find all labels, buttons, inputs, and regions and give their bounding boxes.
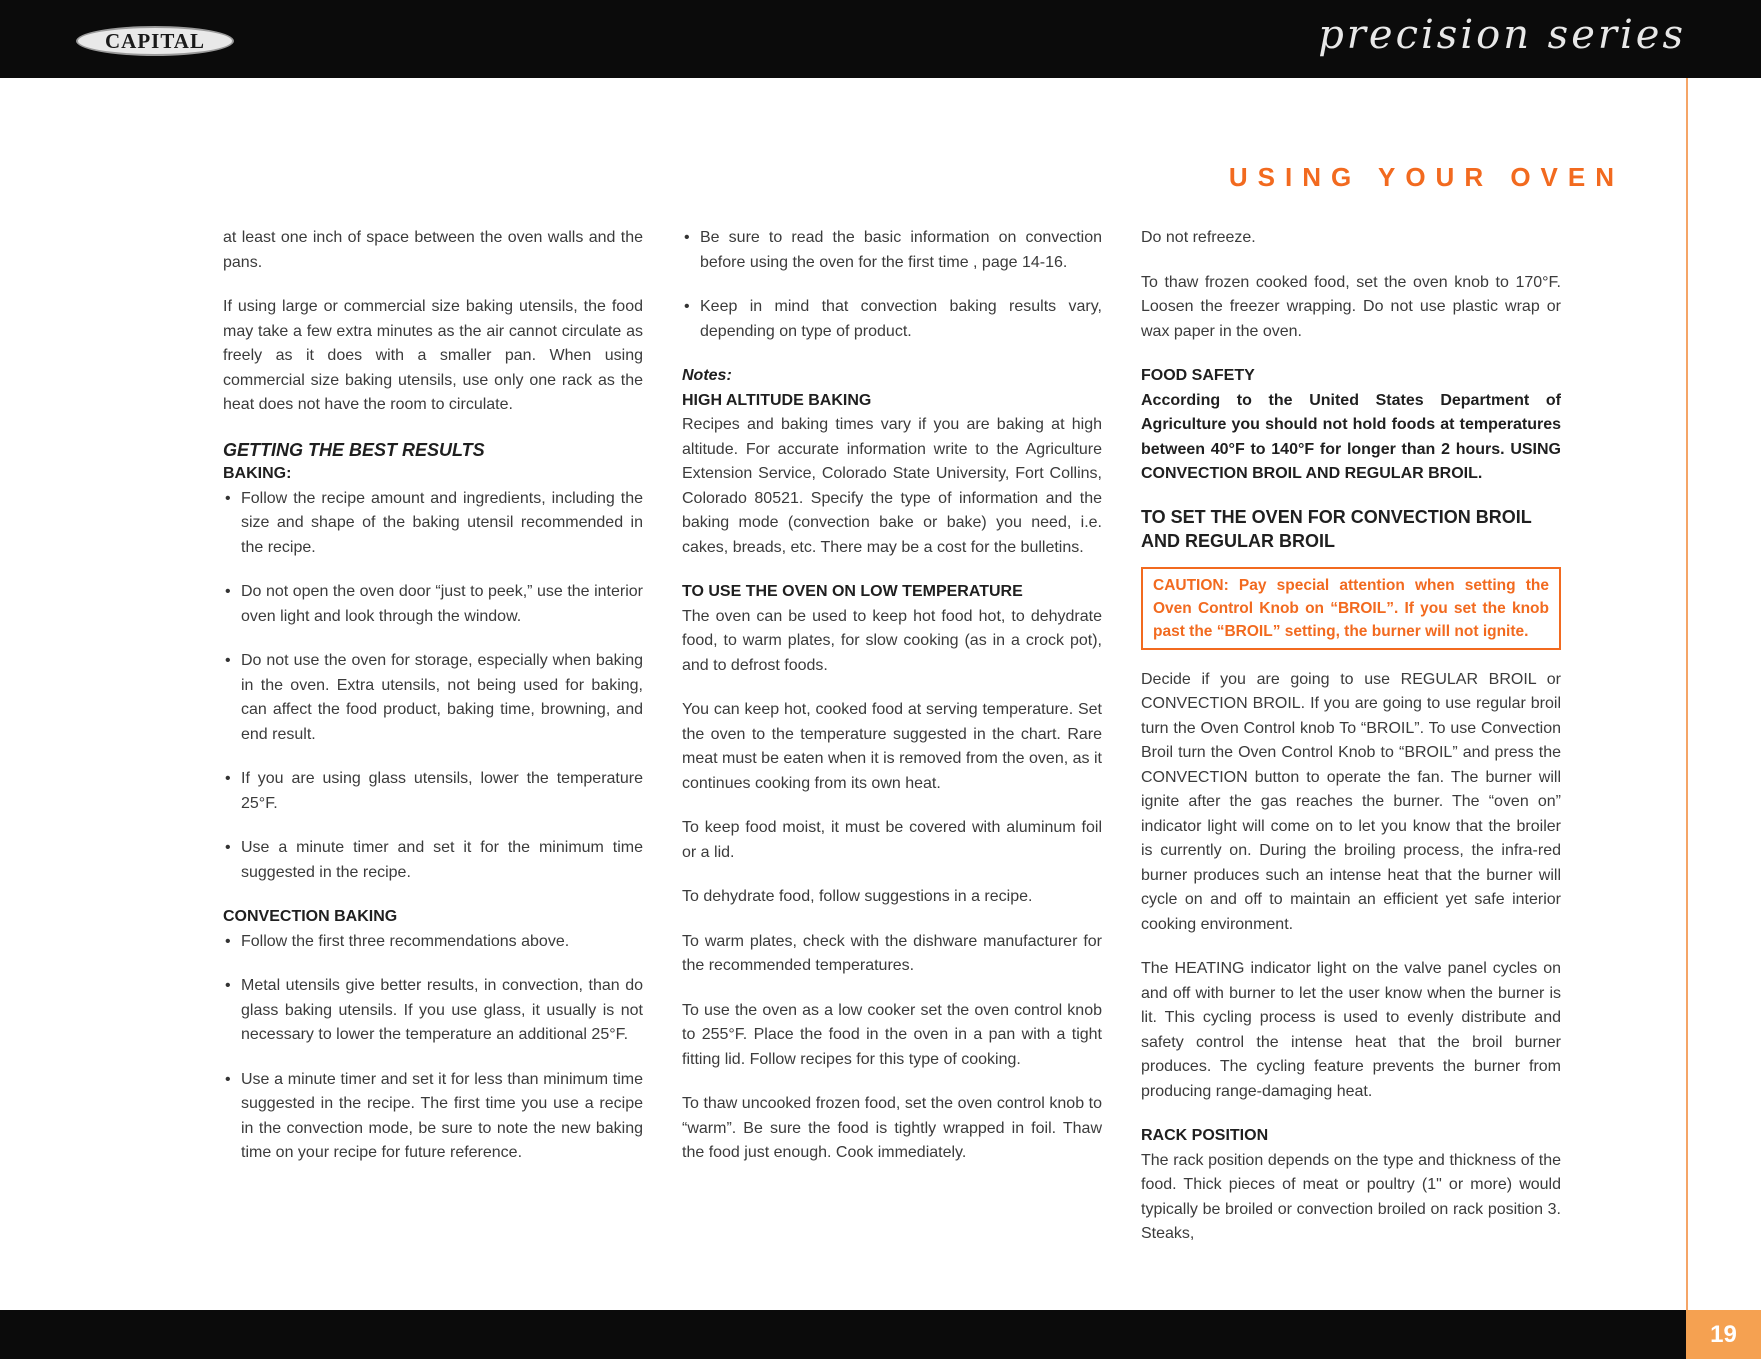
rack-position-heading: RACK POSITION <box>1141 1127 1269 1144</box>
page-number: 19 <box>1686 1310 1761 1359</box>
paragraph: To thaw uncooked frozen food, set the oven control knob to “warm”. Be sure the food is tightly wrapped in foil. Thaw the food just enough. Cook immediately. <box>682 1095 1102 1161</box>
baking-list <box>223 487 643 886</box>
paragraph: If using large or commercial size baking utensils, the food may take a few extra minutes as the air cannot circulate as freely as it does with a smaller pan. When using commercial size baking utensils, use only one rack as the heat does not have the room to circulate. <box>223 298 643 413</box>
section-title: USING YOUR OVEN <box>1228 162 1624 192</box>
list-item: • Use a minute timer and set it for less than minimum time suggested in the recipe. The first time you use a recipe in the convection mode, be sure to note the new baking time on your recipe for future reference. <box>223 1068 643 1166</box>
broil-heading: TO SET THE OVEN FOR CONVECTION BROIL AND REGULAR BROIL <box>1141 506 1532 551</box>
footer-bar <box>0 1310 1761 1359</box>
paragraph: The oven can be used to keep hot food hot, to dehydrate food, to warm plates, for slow cooking (as in a crock pot), and to defrost foods. <box>682 607 1102 674</box>
list-item: • Do not use the oven for storage, especially when baking in the oven. Extra utensils, not being used for baking, can affect the food product, baking time, browning, and end result. <box>223 649 643 747</box>
column-1 <box>223 226 643 1186</box>
paragraph: The HEATING indicator light on the valve panel cycles on and off with burner to let the user know when the burner is lit. This cycling process is used to evenly distribute and safety control the intense heat that the broil burner produces. The cycling feature prevents the burner from producing range-damaging heat. <box>1141 960 1561 1100</box>
food-safety-text: According to the United States Department of Agriculture you should not hold foods at temperatures between 40°F to 140°F for longer than 2 hours. USING CONVECTION BROIL AND REGULAR BROIL. <box>1141 391 1561 482</box>
baking-heading: BAKING: <box>223 465 292 482</box>
side-rule <box>1686 78 1688 1310</box>
list-item: • Keep in mind that convection baking results vary, depending on type of product. <box>682 295 1102 344</box>
paragraph: To warm plates, check with the dishware manufacturer for the recommended temperatures. <box>682 932 1102 974</box>
list-item: • Be sure to read the basic information on convection before using the oven for the first time , page 14-16. <box>682 226 1102 275</box>
series-title: precision series <box>1318 12 1686 58</box>
list-item: • Use a minute timer and set it for the minimum time suggested in the recipe. <box>223 836 643 885</box>
list-item: • If you are using glass utensils, lower the temperature 25°F. <box>223 767 643 816</box>
convection-list <box>223 930 643 1166</box>
header-bar <box>0 0 1761 78</box>
list-item: • Do not open the oven door “just to peek,” use the interior oven light and look through the window. <box>223 580 643 629</box>
caution-box: CAUTION: Pay special attention when setting the Oven Control Knob on “BROIL”. If you set the knob past the “BROIL” setting, the burner will not ignite. <box>1141 567 1561 650</box>
notes-label: Notes: <box>682 367 732 384</box>
list-item: • Metal utensils give better results, in convection, than do glass baking utensils. If you use glass, it usually is not necessary to lower the temperature an additional 25°F. <box>223 974 643 1048</box>
paragraph: Do not refreeze. <box>1141 229 1256 246</box>
column-3 <box>1141 226 1561 1267</box>
paragraph: at least one inch of space between the oven walls and the pans. <box>223 229 643 271</box>
list-item: • Follow the first three recommendations above. <box>223 930 643 955</box>
convection-baking-heading: CONVECTION BAKING <box>223 908 398 925</box>
food-safety-heading: FOOD SAFETY <box>1141 367 1255 384</box>
getting-best-results-heading: GETTING THE BEST RESULTS <box>223 439 485 460</box>
list-item: • Follow the recipe amount and ingredients, including the size and shape of the baking utensil recommended in the recipe. <box>223 487 643 561</box>
paragraph: To use the oven as a low cooker set the oven control knob to 255°F. Place the food in the oven in a pan with a tight fitting lid. Follow recipes for this type of cooking. <box>682 1001 1102 1068</box>
high-altitude-heading: HIGH ALTITUDE BAKING <box>682 391 872 409</box>
paragraph: You can keep hot, cooked food at serving temperature. Set the oven to the temperature suggested in the chart. Rare meat must be eaten when it is removed from the oven, as it continues cooking from its own heat. <box>682 701 1102 792</box>
low-temperature-heading: TO USE THE OVEN ON LOW TEMPERATURE <box>682 583 1023 600</box>
convection-notes-list <box>682 226 1102 344</box>
capital-logo: CAPITAL <box>76 26 234 56</box>
paragraph: Decide if you are going to use REGULAR BROIL or CONVECTION BROIL. If you are going to use regular broil turn the Oven Control knob To “BROIL”. To use Convection Broil turn the Oven Control Knob to “BROIL” and press the CONVECTION button to operate the fan. The burner will ignite after the gas reaches the burner. The “oven on” indicator light will come on to let you know that the broiler is currently on. During the broiling process, the infra-red burner produces such an intense heat that the burner will cycle on and off to maintain an efficient yet safe interior cooking environment. <box>1141 670 1561 933</box>
column-2 <box>682 226 1102 1186</box>
paragraph: To keep food moist, it must be covered with aluminum foil or a lid. <box>682 819 1102 861</box>
paragraph: The rack position depends on the type and thickness of the food. Thick pieces of meat or poultry (1" or more) would typically be broiled or convection broiled on rack position 3. Steaks, <box>1141 1151 1561 1242</box>
paragraph: To thaw frozen cooked food, set the oven knob to 170°F. Loosen the freezer wrapping. Do not use plastic wrap or wax paper in the oven. <box>1141 273 1561 340</box>
paragraph: To dehydrate food, follow suggestions in a recipe. <box>682 888 1033 905</box>
paragraph: Recipes and baking times vary if you are baking at high altitude. For accurate information write to the Agriculture Extension Service, Colorado State University, Fort Collins, Colorado 80521. Specify the type of information and the baking mode (convection bake or bake) you need, i.e. cakes, breads, etc. There may be a cost for the bulletins. <box>682 416 1102 556</box>
